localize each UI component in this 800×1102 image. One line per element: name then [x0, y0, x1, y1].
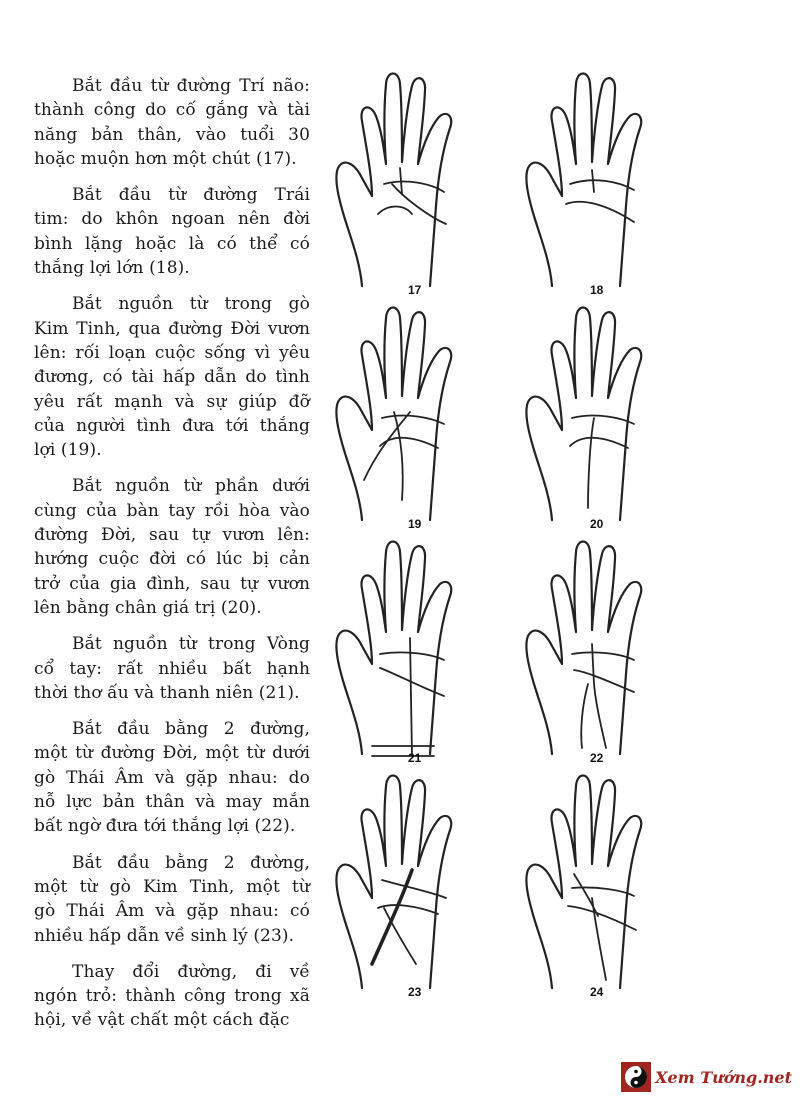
text-line: Thay đổi đường, đi về [72, 961, 310, 982]
palm-line [382, 880, 446, 898]
palm-line [572, 652, 634, 660]
text-line: lên bằng chân giá trị (20). [34, 597, 262, 618]
figure-number: 24 [590, 985, 604, 999]
logo-wordmark: Xem Tướng.net [655, 1067, 792, 1087]
palm-line [394, 412, 403, 500]
figure-number: 17 [408, 283, 422, 297]
text-line: Bắt nguồn từ phần dưới [72, 476, 310, 497]
text-line: lợi (19). [34, 440, 102, 461]
text-line: hội, về vật chất một cách đặc [34, 1010, 290, 1031]
palm-line [380, 438, 438, 448]
palm-line [581, 684, 588, 748]
palm-line [380, 652, 444, 660]
palm-drawing [522, 66, 672, 306]
paragraph [34, 292, 310, 462]
text-line: gò Thái Âm và gặp nhau: có [34, 901, 310, 922]
text-line: Bắt nguồn từ trong gò [72, 294, 310, 315]
text-line: thời thơ ấu và thanh niên (21). [34, 682, 300, 703]
text-line: hoặc muộn hơn một chút (17). [34, 148, 297, 169]
hand-outline [526, 74, 641, 287]
palm-line [592, 170, 594, 192]
palm-line [410, 638, 412, 756]
text-line: yêu rất mạnh và sự giúp đỡ [34, 391, 310, 412]
text-line: một từ đường Đời, một từ dưới [34, 743, 310, 764]
hand-figure-17 [332, 66, 482, 306]
text-line: Bắt nguồn từ trong Vòng [72, 634, 310, 655]
palm-line [380, 668, 444, 696]
hand-outline [336, 542, 451, 755]
text-line: nỗ lực bản thân và may mắn [34, 792, 310, 813]
text-line: đường Đời, sau tự vươn lên: [34, 525, 310, 546]
palm-line [592, 644, 606, 748]
text-line: Bắt đầu từ đường Trái [72, 185, 310, 206]
palm-line [570, 438, 628, 448]
text-line: Bắt đầu bằng 2 đường, [72, 852, 310, 873]
paragraph [34, 474, 310, 620]
hand-figure-23 [332, 768, 482, 1008]
figure-number: 19 [408, 517, 422, 531]
text-line: ngón trỏ: thành công trong xã [34, 986, 310, 1007]
palm-drawing [332, 534, 482, 774]
text-line: tim: do khôn ngoan nên đời [34, 209, 310, 230]
palm-drawing [332, 300, 482, 540]
palm-line [566, 202, 634, 222]
text-line: của người tình đưa tới thắng [34, 415, 310, 436]
palm-line [570, 180, 634, 190]
palm-drawing [522, 300, 672, 540]
palm-drawing [332, 768, 482, 1008]
text-line: lên: rối loạn cuộc sống vì yêu [34, 342, 310, 363]
text-line: một từ gò Kim Tinh, một từ [34, 876, 310, 897]
palm-line [382, 416, 444, 424]
figure-number: 22 [590, 751, 604, 765]
palm-line [392, 184, 446, 224]
paragraph [34, 183, 310, 280]
hand-figure-19 [332, 300, 482, 540]
site-logo[interactable] [621, 1062, 792, 1092]
palm-line [572, 416, 634, 424]
paragraph [34, 74, 310, 171]
palm-line [378, 207, 412, 215]
text-line: Bắt đầu bằng 2 đường, [72, 719, 310, 740]
hand-figure-18 [522, 66, 672, 306]
hand-outline [526, 542, 641, 755]
hand-outline [526, 776, 641, 989]
palm-line [574, 874, 598, 916]
hand-figure-20 [522, 300, 672, 540]
text-line: bất ngờ đưa tới thắng lợi (22). [34, 816, 296, 837]
palm-line [364, 412, 410, 480]
palm-line [372, 870, 412, 964]
text-line: hướng cuộc đời có lúc bị cản [34, 549, 310, 570]
text-line: thắng lợi lớn (18). [34, 258, 190, 279]
hand-outline [336, 74, 451, 287]
paragraph [34, 717, 310, 838]
figure-number: 23 [408, 985, 422, 999]
figure-number: 21 [408, 751, 422, 765]
text-line: gò Thái Âm và gặp nhau: do [34, 767, 310, 788]
text-column [34, 74, 310, 1045]
text-line: cổ tay: rất nhiều bất hạnh [34, 658, 310, 679]
figure-number: 20 [590, 517, 604, 531]
text-line: Kim Tinh, qua đường Đời vươn [34, 318, 310, 339]
text-line: Bắt đầu từ đường Trí não: [72, 76, 310, 96]
palm-line [384, 908, 416, 964]
paragraph [34, 960, 310, 1033]
text-line: cùng của bàn tay rồi hòa vào [34, 500, 310, 521]
palm-line [378, 905, 438, 914]
paragraph [34, 851, 310, 948]
text-line: bình lặng hoặc là có thể có [34, 233, 310, 254]
hand-outline [526, 308, 641, 521]
text-line: nhiều hấp dẫn về sinh lý (23). [34, 925, 295, 946]
palm-line [592, 898, 606, 980]
hand-figure-22 [522, 534, 672, 774]
text-line: năng bản thân, vào tuổi 30 [34, 124, 310, 145]
palm-line [400, 168, 402, 194]
palm-drawing [522, 768, 672, 1008]
figure-number: 18 [590, 283, 604, 297]
text-line: đương, có tài hấp dẫn do tình [34, 367, 310, 388]
palm-line [588, 418, 594, 508]
hand-outline [336, 308, 451, 521]
palm-line [572, 887, 634, 896]
text-line: thành công do cố gắng và tài [34, 100, 310, 121]
hand-outline [336, 776, 451, 989]
palm-line [384, 182, 444, 192]
palm-drawing [332, 66, 482, 306]
palm-line [568, 906, 636, 930]
hand-figure-21 [332, 534, 482, 774]
palm-drawing [522, 534, 672, 774]
paragraph [34, 632, 310, 705]
hand-figure-24 [522, 768, 672, 1008]
text-line: trở của gia đình, sau tự vươn [34, 573, 310, 594]
palm-line [574, 670, 634, 692]
yin-yang-icon [621, 1062, 651, 1092]
